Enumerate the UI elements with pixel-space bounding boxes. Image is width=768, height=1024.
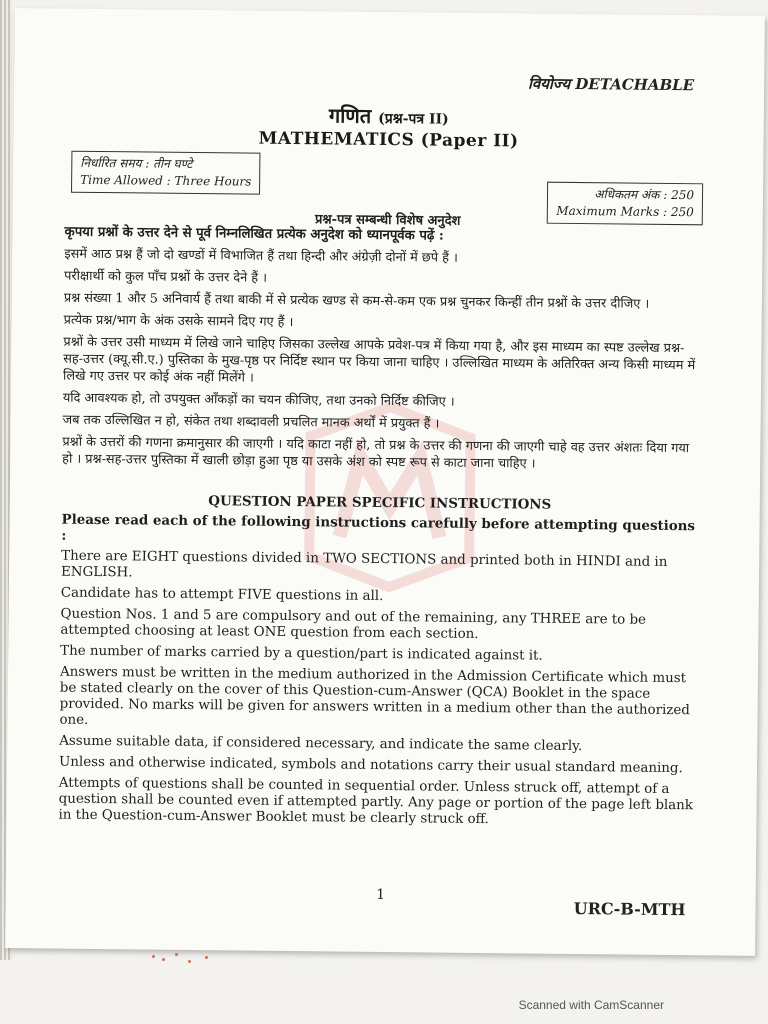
hindi-item: प्रश्नों के उत्तर उसी माध्यम में लिखे जाने चाहिए जिसका उल्लेख आपके प्रवेश-पत्र में किया गया है, और इस माध्यम का स्पष्ट उल्लेख प्रश्न-सह-उत्तर (क्यू.सी.ए.) पुस्तिका के मुख-पृष्ठ पर निर्दिष्ट स्थान पर किया जाना चाहिए । उल्लिखित माध्यम के अतिरिक्त अन्य किसी माध्यम में लिखे गए उत्तर पर कोई अंक नहीं मिलेंगे । xyxy=(63,334,696,386)
scanner-watermark: Scanned with CamScanner xyxy=(518,998,664,1012)
page-number: 1 xyxy=(376,886,386,904)
time-allowed-box xyxy=(71,151,261,195)
english-lead: Please read each of the following instructions carefully before attempting questions : xyxy=(61,511,696,544)
english-item: Answers must be written in the medium authorized in the Admission Certificate which must be stated clearly on the cover of this Question-cum-Answer (QCA) Booklet in the space provided. No marks will be given for answers written in a medium other than the authorized one. xyxy=(59,664,690,728)
hindi-item: प्रश्न संख्या 1 और 5 अनिवार्य हैं तथा बाकी में से प्रत्येक खण्ड से कम-से-कम एक प्रश्न चुनकर किन्हीं तीन प्रश्नों के उत्तर दीजिए । xyxy=(63,290,650,312)
title-english: MATHEMATICS (Paper II) xyxy=(258,128,519,152)
english-item: Attempts of questions shall be counted in sequential order. Unless struck off, attempt of a question shall be counted even if attempted partly. Any page or portion of the page left blank in the Question-cum-Answer Booklet must be clearly struck off. xyxy=(58,775,694,828)
paper-code: URC-B-MTH xyxy=(573,899,686,920)
hindi-instructions-heading: प्रश्न-पत्र सम्बन्धी विशेष अनुदेश xyxy=(314,212,461,229)
hindi-item: इसमें आठ प्रश्न हैं जो दो खण्डों में विभाजित हैं तथा हिन्दी और अंग्रेज़ी दोनों में छपे हैं । xyxy=(64,246,458,266)
ink-stain xyxy=(162,958,165,961)
english-item: Question Nos. 1 and 5 are compulsory and out of the remaining, any THREE are to be attempted choosing at least ONE question from each section. xyxy=(60,606,647,642)
time-english: Time Allowed : Three Hours xyxy=(80,172,252,189)
hindi-item: प्रश्नों के उत्तरों की गणना क्रमानुसार की जाएगी । यदि काटा नहीं हो, तो प्रश्न के उत्तर की गणना की जाएगी चाहे वह उत्तर अंशतः दिया गया हो । प्रश्न-सह-उत्तर पुस्तिका में खाली छोड़ा हुआ पृष्ठ या उसके अंश को स्पष्ट रूप से काटा जाना चाहिए । xyxy=(62,434,690,472)
hindi-lead: कृपया प्रश्नों के उत्तर देने से पूर्व निम्नलिखित प्रत्येक अनुदेश को ध्यानपूर्वक पढ़ें : xyxy=(64,224,444,244)
time-hindi: निर्धारित समय : तीन घण्टे xyxy=(80,155,193,171)
ink-stain xyxy=(152,955,155,958)
english-item: Candidate has to attempt FIVE questions in all. xyxy=(60,585,384,604)
title-hindi-sub: (प्रश्न-पत्र II) xyxy=(378,110,449,128)
english-instructions-heading: QUESTION PAPER SPECIFIC INSTRUCTIONS xyxy=(208,493,552,513)
hindi-item: प्रत्येक प्रश्न/भाग के अंक उसके सामने दिए गए हैं । xyxy=(63,312,294,331)
ink-stain xyxy=(205,956,208,959)
instructions-body xyxy=(58,224,700,836)
exam-page xyxy=(5,8,765,956)
ink-stain xyxy=(188,960,191,963)
ink-stain xyxy=(175,953,178,956)
english-instructions xyxy=(58,492,697,831)
title-hindi-main: गणित xyxy=(328,103,372,128)
hindi-item: यदि आवश्यक हो, तो उपयुक्त आँकड़ों का चयन कीजिए, तथा उनको निर्दिष्ट कीजिए । xyxy=(62,390,455,410)
marks-english: Maximum Marks : 250 xyxy=(556,203,694,220)
hindi-item: परीक्षार्थी को कुल पाँच प्रश्नों के उत्तर देने हैं । xyxy=(64,268,268,286)
detachable-label: वियोज्य DETACHABLE xyxy=(527,74,695,95)
hindi-item: जब तक उल्लिखित न हो, संकेत तथा शब्दावली प्रचलित मानक अर्थों में प्रयुक्त हैं । xyxy=(62,412,440,432)
english-item: There are EIGHT questions divided in TWO SECTIONS and printed both in HINDI and in ENGLISH. xyxy=(60,548,668,581)
english-item: Unless and otherwise indicated, symbols and notations carry their usual standard meaning. xyxy=(58,754,683,777)
marks-hindi: अधिकतम अंक : 250 xyxy=(594,187,695,203)
english-item: Assume suitable data, if considered necessary, and indicate the same clearly. xyxy=(59,733,583,755)
english-item: The number of marks carried by a question/part is indicated against it. xyxy=(60,643,543,664)
